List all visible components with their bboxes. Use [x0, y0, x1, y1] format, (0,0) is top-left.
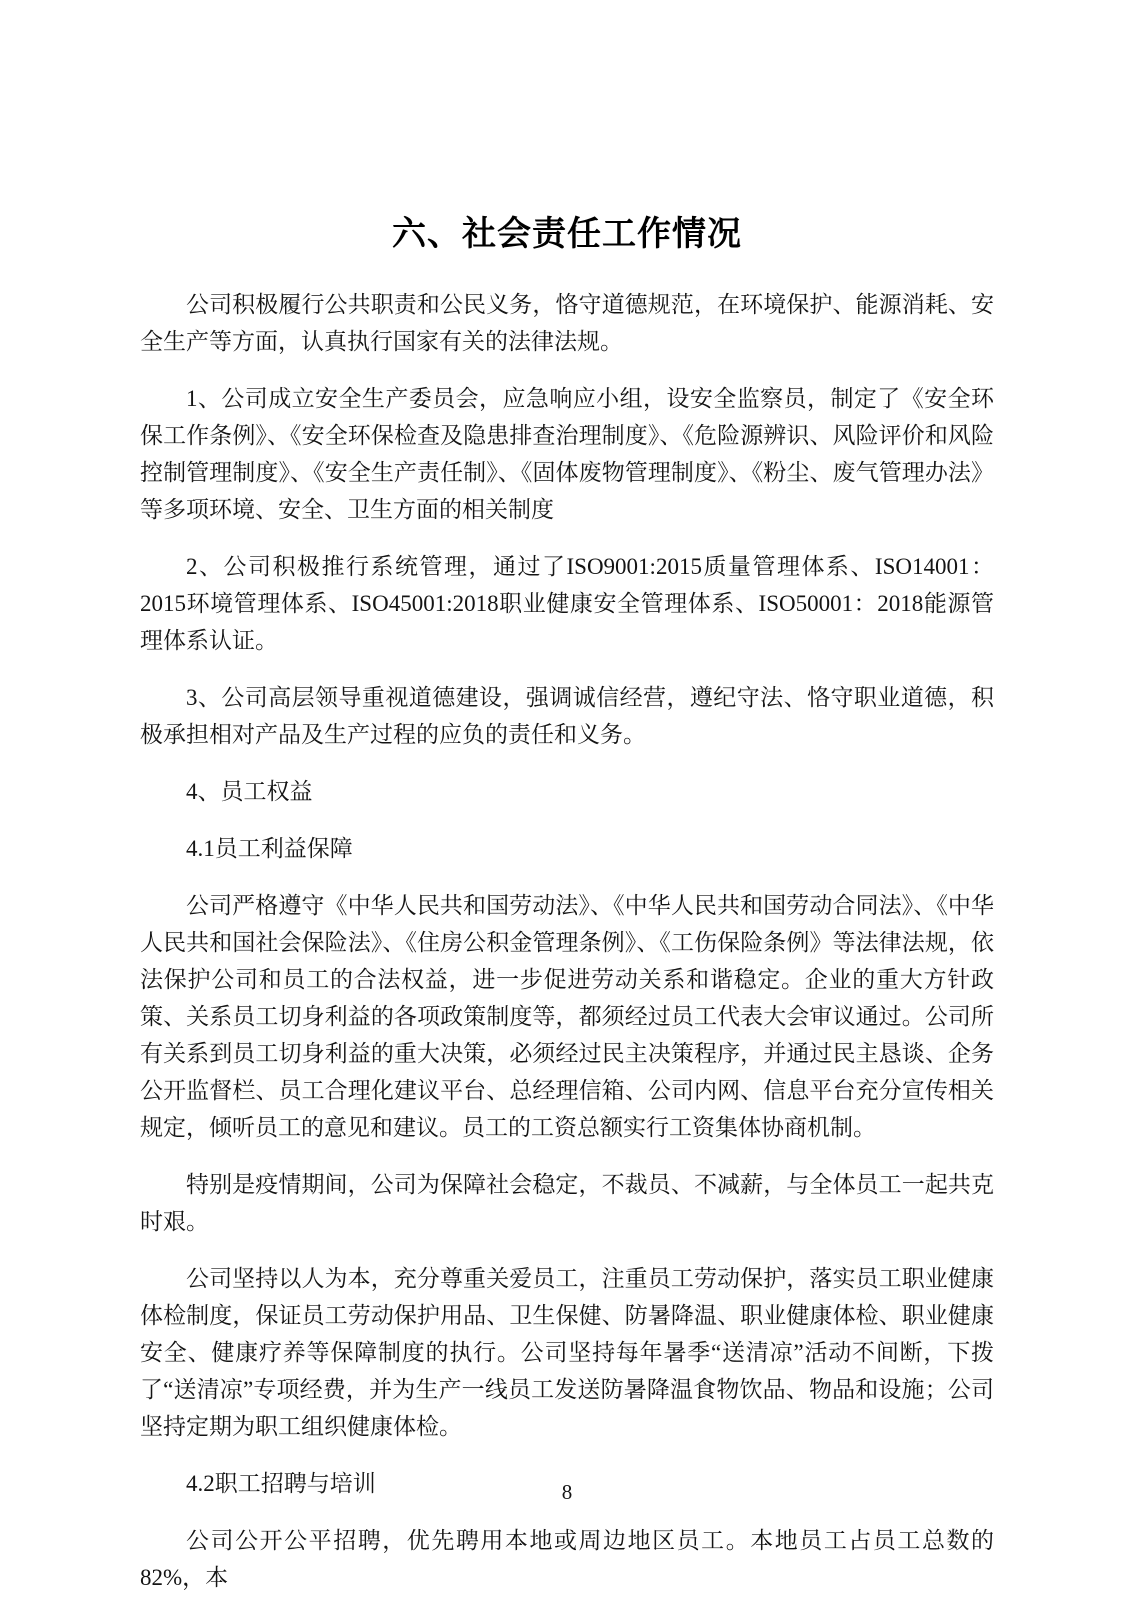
paragraph: 公司积极履行公共职责和公民义务，恪守道德规范，在环境保护、能源消耗、安全生产等方面，认真执行国家有关的法律法规。	[140, 292, 994, 354]
page-number: 8	[561, 1480, 573, 1504]
paragraph: 公司坚持以人为本，充分尊重关爱员工，注重员工劳动保护，落实员工职业健康体检制度，保证员工劳动保护用品、卫生保健、防暑降温、职业健康体检、职业健康安全、健康疗养等保障制度的执行。公司坚持每年暑季“送清凉”活动不间断，下拨了“送清凉”专项经费，并为生产一线员工发送防暑降温食物饮品、物品和设施；公司坚持定期为职工组织健康体检。	[140, 1266, 994, 1439]
page-title: 六、社会责任工作情况	[392, 215, 742, 253]
paragraph: 2、公司积极推行系统管理，通过了ISO9001:2015质量管理体系、ISO14001：2015环境管理体系、ISO45001:2018职业健康安全管理体系、ISO50001：2018能源管理体系认证。	[140, 554, 994, 653]
paragraph: 4.1员工利益保障	[186, 836, 353, 861]
document-body	[140, 286, 994, 1596]
paragraph: 特别是疫情期间，公司为保障社会稳定，不裁员、不减薪，与全体员工一起共克时艰。	[140, 1172, 994, 1234]
paragraph: 3、公司高层领导重视道德建设，强调诚信经营，遵纪守法、恪守职业道德，积极承担相对产品及生产过程的应负的责任和义务。	[140, 685, 994, 747]
document-content	[140, 212, 994, 1600]
paragraph: 公司公开公平招聘，优先聘用本地或周边地区员工。本地员工占员工总数的82%，本	[140, 1528, 994, 1590]
paragraph: 1、公司成立安全生产委员会，应急响应小组，设安全监察员，制定了《安全环保工作条例》、《安全环保检查及隐患排查治理制度》、《危险源辨识、风险评价和风险控制管理制度》、《安全生产责任制》、《固体废物管理制度》、《粉尘、废气管理办法》等多项环境、安全、卫生方面的相关制度	[140, 386, 994, 522]
paragraph: 4、员工权益	[186, 779, 313, 804]
paragraph: 4.2职工招聘与培训	[186, 1471, 376, 1496]
paragraph: 公司严格遵守《中华人民共和国劳动法》、《中华人民共和国劳动合同法》、《中华人民共和国社会保险法》、《住房公积金管理条例》、《工伤保险条例》等法律法规，依法保护公司和员工的合法权益，进一步促进劳动关系和谐稳定。企业的重大方针政策、关系员工切身利益的各项政策制度等，都须经过员工代表大会审议通过。公司所有关系到员工切身利益的重大决策，必须经过民主决策程序，并通过民主恳谈、企务公开监督栏、员工合理化建议平台、总经理信箱、公司内网、信息平台充分宣传相关规定，倾听员工的意见和建议。员工的工资总额实行工资集体协商机制。	[140, 893, 994, 1140]
